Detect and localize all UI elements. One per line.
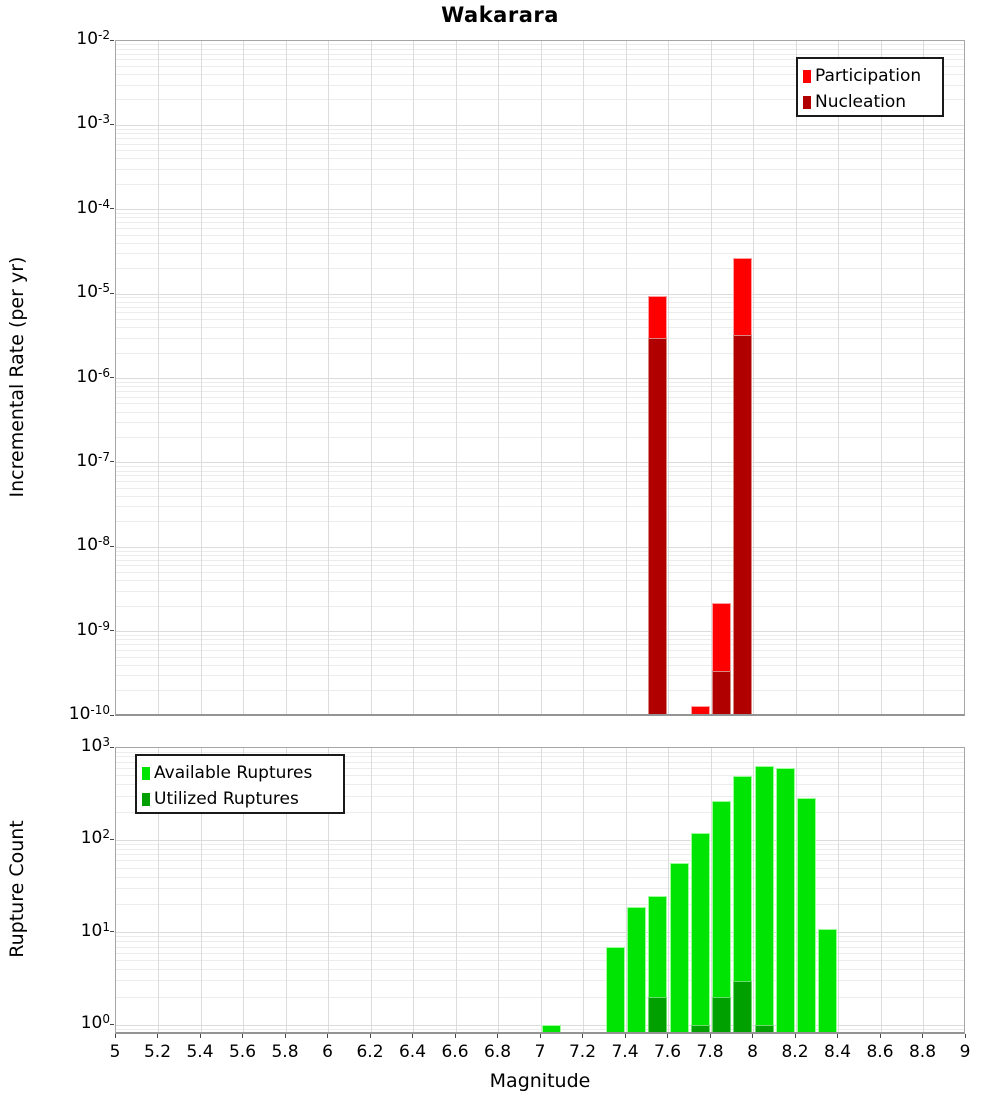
x-tick-label: 8	[747, 1042, 758, 1062]
x-tick-label: 8.4	[823, 1042, 852, 1062]
bar-nucleation	[648, 338, 667, 716]
vertical-gridline	[456, 41, 457, 716]
y-tick-label: $10^0$	[80, 1012, 110, 1034]
vertical-gridline	[541, 41, 542, 716]
y-tick-mark	[110, 377, 114, 378]
bar-available	[542, 1025, 561, 1034]
x-tick-label: 7.6	[653, 1042, 682, 1062]
bar-utilized	[712, 997, 731, 1034]
legend-item-utilized-ruptures	[142, 786, 337, 812]
x-tick-mark	[455, 1034, 456, 1038]
vertical-gridline	[923, 41, 924, 716]
y-tick-label: $10^{-9}$	[76, 618, 110, 640]
y-tick-label: $10^{-10}$	[68, 703, 110, 724]
y-tick-mark	[110, 931, 114, 932]
y-axis-title-count: Rupture Count	[6, 820, 28, 958]
y-tick-label: $10^3$	[80, 735, 110, 756]
x-tick-mark	[582, 1034, 583, 1038]
x-tick-label: 7.2	[568, 1042, 597, 1062]
y-tick-label: $10^{-8}$	[76, 534, 110, 556]
bar-nucleation	[712, 671, 731, 716]
vertical-gridline	[201, 41, 202, 716]
y-tick-label: $10^{-4}$	[76, 196, 110, 218]
vertical-gridline	[498, 748, 499, 1034]
x-tick-mark	[922, 1034, 923, 1038]
x-axis-title: Magnitude	[489, 1070, 591, 1092]
vertical-gridline	[456, 748, 457, 1034]
y-axis-title-rate: Incremental Rate (per yr)	[6, 256, 28, 498]
legend-label: Available Ruptures	[154, 763, 313, 783]
x-tick-label: 6.6	[441, 1042, 469, 1062]
bar-available	[606, 947, 625, 1034]
vertical-gridline	[881, 748, 882, 1034]
y-tick-label: $10^1$	[80, 919, 110, 941]
x-tick-mark	[667, 1034, 668, 1038]
bar-utilized	[648, 997, 667, 1034]
bar-nucleation	[733, 335, 752, 716]
y-tick-mark	[110, 630, 114, 631]
vertical-gridline	[753, 41, 754, 716]
y-tick-mark	[110, 546, 114, 547]
rate-legend	[796, 57, 944, 117]
x-tick-mark	[370, 1034, 371, 1038]
x-tick-mark	[625, 1034, 626, 1038]
x-tick-mark	[242, 1034, 243, 1038]
x-tick-label: 8.8	[908, 1042, 937, 1062]
legend-label: Participation	[815, 66, 922, 86]
bar-utilized	[691, 1025, 710, 1034]
x-tick-mark	[285, 1034, 286, 1038]
bar-available	[776, 768, 795, 1034]
vertical-gridline	[796, 41, 797, 716]
y-tick-mark	[110, 40, 114, 41]
y-tick-mark	[110, 715, 114, 716]
vertical-gridline	[243, 41, 244, 716]
bar-available	[691, 833, 710, 1034]
y-tick-label: $10^{-3}$	[76, 112, 110, 134]
vertical-gridline	[371, 41, 372, 716]
x-tick-mark	[752, 1034, 753, 1038]
bar-available	[755, 766, 774, 1034]
bar-available	[818, 929, 837, 1034]
vertical-gridline	[583, 41, 584, 716]
y-tick-mark	[110, 293, 114, 294]
chart-title: Wakarara	[441, 3, 559, 27]
vertical-gridline	[923, 748, 924, 1034]
bar-available	[670, 863, 689, 1034]
vertical-gridline	[498, 41, 499, 716]
x-tick-label: 7	[534, 1042, 546, 1062]
vertical-gridline	[328, 41, 329, 716]
y-tick-label: $10^{-5}$	[76, 281, 110, 303]
bar-participation	[691, 706, 710, 716]
x-tick-mark	[837, 1034, 838, 1038]
y-tick-mark	[110, 124, 114, 125]
vertical-gridline	[626, 41, 627, 716]
available-ruptures-swatch-icon	[142, 767, 150, 780]
x-tick-mark	[327, 1034, 328, 1038]
x-tick-mark	[965, 1034, 966, 1038]
x-tick-label: 9	[959, 1042, 971, 1062]
legend-item-available-ruptures	[142, 760, 337, 786]
y-tick-mark	[110, 747, 114, 748]
participation-swatch-icon	[803, 70, 811, 83]
x-tick-mark	[795, 1034, 796, 1038]
count-legend	[135, 754, 345, 814]
vertical-gridline	[881, 41, 882, 716]
y-tick-mark	[110, 1024, 114, 1025]
bar-utilized	[733, 981, 752, 1034]
vertical-gridline	[413, 748, 414, 1034]
x-tick-mark	[497, 1034, 498, 1038]
legend-label: Utilized Ruptures	[154, 789, 299, 809]
x-tick-label: 5.6	[228, 1042, 257, 1062]
vertical-gridline	[838, 748, 839, 1034]
y-tick-mark	[110, 208, 114, 209]
legend-label: Nucleation	[815, 92, 907, 112]
x-tick-label: 6	[322, 1042, 333, 1062]
vertical-gridline	[371, 748, 372, 1034]
vertical-gridline	[286, 41, 287, 716]
legend-item-nucleation	[803, 89, 936, 115]
y-tick-label: $10^2$	[80, 827, 110, 849]
x-tick-mark	[710, 1034, 711, 1038]
x-tick-mark	[157, 1034, 158, 1038]
x-tick-label: 7.4	[611, 1042, 639, 1062]
x-tick-label: 5.4	[186, 1042, 214, 1062]
x-tick-label: 5	[109, 1042, 121, 1062]
vertical-gridline	[158, 41, 159, 716]
bar-available	[627, 907, 646, 1034]
x-tick-mark	[115, 1034, 116, 1038]
x-tick-mark	[540, 1034, 541, 1038]
y-tick-mark	[110, 461, 114, 462]
bar-available	[797, 798, 816, 1034]
x-tick-mark	[200, 1034, 201, 1038]
x-tick-mark	[880, 1034, 881, 1038]
nucleation-swatch-icon	[803, 96, 811, 109]
x-tick-mark	[412, 1034, 413, 1038]
vertical-gridline	[541, 748, 542, 1034]
y-tick-label: $10^{-7}$	[76, 449, 110, 471]
rate-plot-panel	[115, 40, 965, 716]
x-tick-label: 6.8	[483, 1042, 512, 1062]
vertical-gridline	[413, 41, 414, 716]
x-tick-label: 5.8	[271, 1042, 299, 1062]
vertical-gridline	[583, 748, 584, 1034]
y-tick-label: $10^{-6}$	[76, 365, 110, 387]
y-tick-label: $10^{-2}$	[76, 28, 110, 49]
bar-utilized	[755, 1025, 774, 1034]
x-tick-label: 8.2	[781, 1042, 809, 1062]
x-tick-label: 5.2	[143, 1042, 172, 1062]
x-tick-label: 7.8	[696, 1042, 724, 1062]
vertical-gridline	[668, 41, 669, 716]
x-tick-label: 8.6	[866, 1042, 894, 1062]
y-tick-mark	[110, 839, 114, 840]
x-tick-label: 6.2	[356, 1042, 384, 1062]
vertical-gridline	[838, 41, 839, 716]
utilized-ruptures-swatch-icon	[142, 793, 150, 806]
x-tick-label: 6.4	[398, 1042, 427, 1062]
legend-item-participation	[803, 63, 936, 89]
